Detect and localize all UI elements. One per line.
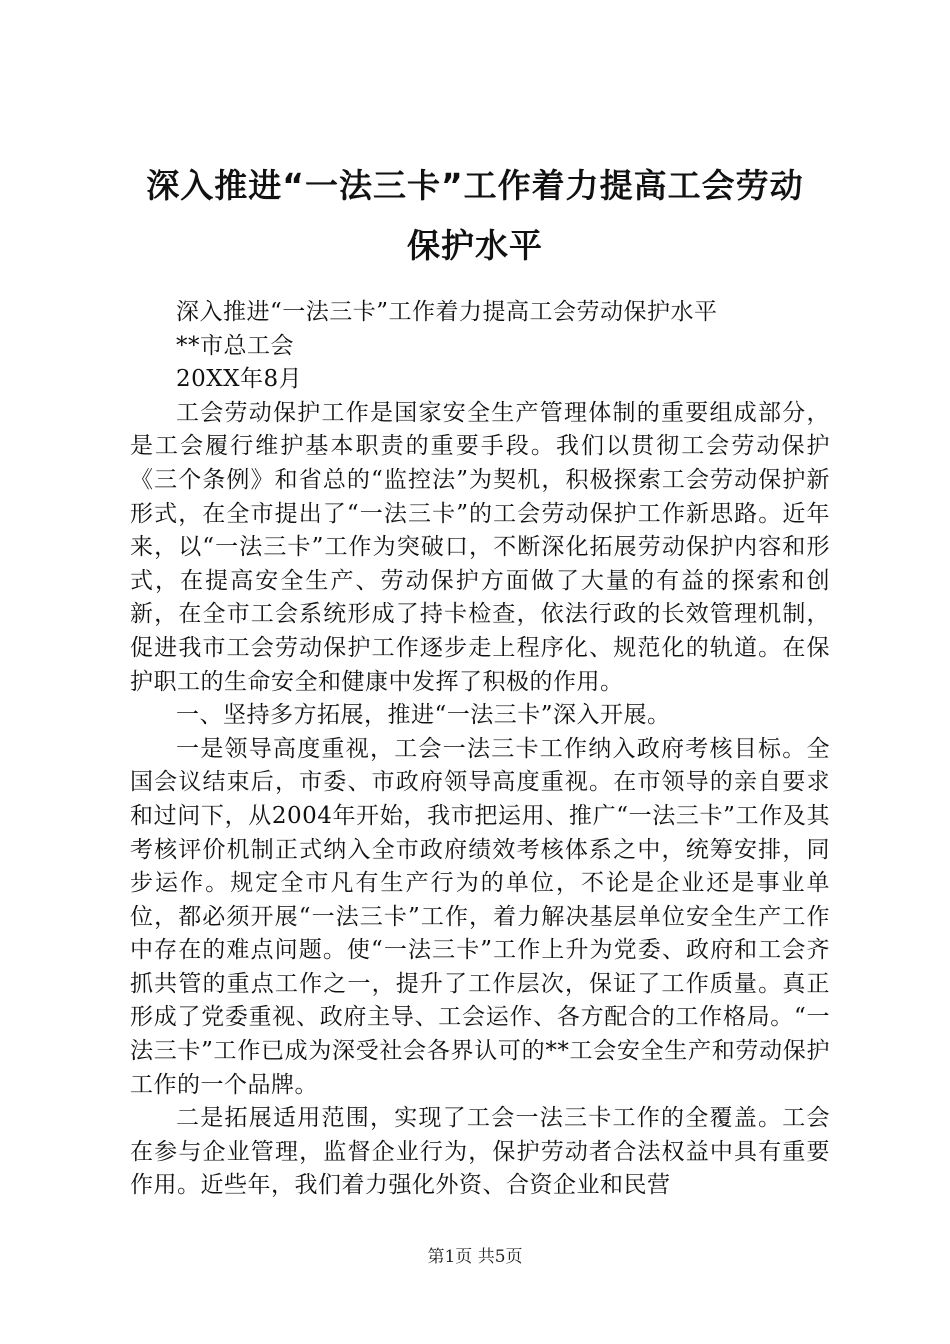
document-date: 20XX年8月 <box>176 366 303 393</box>
body-paragraph-point-2: 二是拓展适用范围，实现了工会一法三卡工作的全覆盖。工会在参与企业管理，监督企业行为，保护劳动者合法权益中具有重要作用。近些年，我们着力强化外资、合资企业和民营 <box>130 1105 830 1199</box>
document-title-line-1: 深入推进“一法三卡”工作着力提高工会劳动 <box>146 166 804 205</box>
document-subtitle: 深入推进“一法三卡”工作着力提高工会劳动保护水平 <box>176 299 718 325</box>
document-title-line-2: 保护水平 <box>407 226 543 265</box>
document-author: **市总工会 <box>176 332 294 359</box>
document-body <box>130 296 830 1203</box>
section-heading-1: 一、坚持多方拓展，推进“一法三卡”深入开展。 <box>176 702 671 729</box>
body-paragraph-point-1: 一是领导高度重视，工会一法三卡工作纳入政府考核目标。全国会议结束后，市委、市政府领导高度重视。在市领导的亲自要求和过问下，从2004年开始，我市把运用、推广“一法三卡”工作及其考核评价机制正式纳入全市政府绩效考核体系之中，统筹安排，同步运作。规定全市凡有生产行为的单位，不论是企业还是事业单位，都必须开展“一法三卡”工作，着力解决基层单位安全生产工作中存在的难点问题。使“一法三卡”工作上升为党委、政府和工会齐抓共管的重点工作之一，提升了工作层次，保证了工作质量。真正形成了党委重视、政府主导、工会运作、各方配合的工作格局。“一法三卡”工作已成为深受社会各界认可的**工会安全生产和劳动保护工作的一个品牌。 <box>130 735 830 1098</box>
page-number-footer: 第1页 共5页 <box>427 1247 523 1267</box>
body-paragraph-intro: 工会劳动保护工作是国家安全生产管理体制的重要组成部分，是工会履行维护基本职责的重要手段。我们以贯彻工会劳动保护《三个条例》和省总的“监控法”为契机，积极探索工会劳动保护新形式，在全市提出了“一法三卡”的工会劳动保护工作新思路。近年来，以“一法三卡”工作为突破口，不断深化拓展劳动保护内容和形式，在提高安全生产、劳动保护方面做了大量的有益的探索和创新，在全市工会系统形成了持卡检查，依法行政的长效管理机制，促进我市工会劳动保护工作逐步走上程序化、规范化的轨道。在保护职工的生命安全和健康中发挥了积极的作用。 <box>130 399 830 695</box>
